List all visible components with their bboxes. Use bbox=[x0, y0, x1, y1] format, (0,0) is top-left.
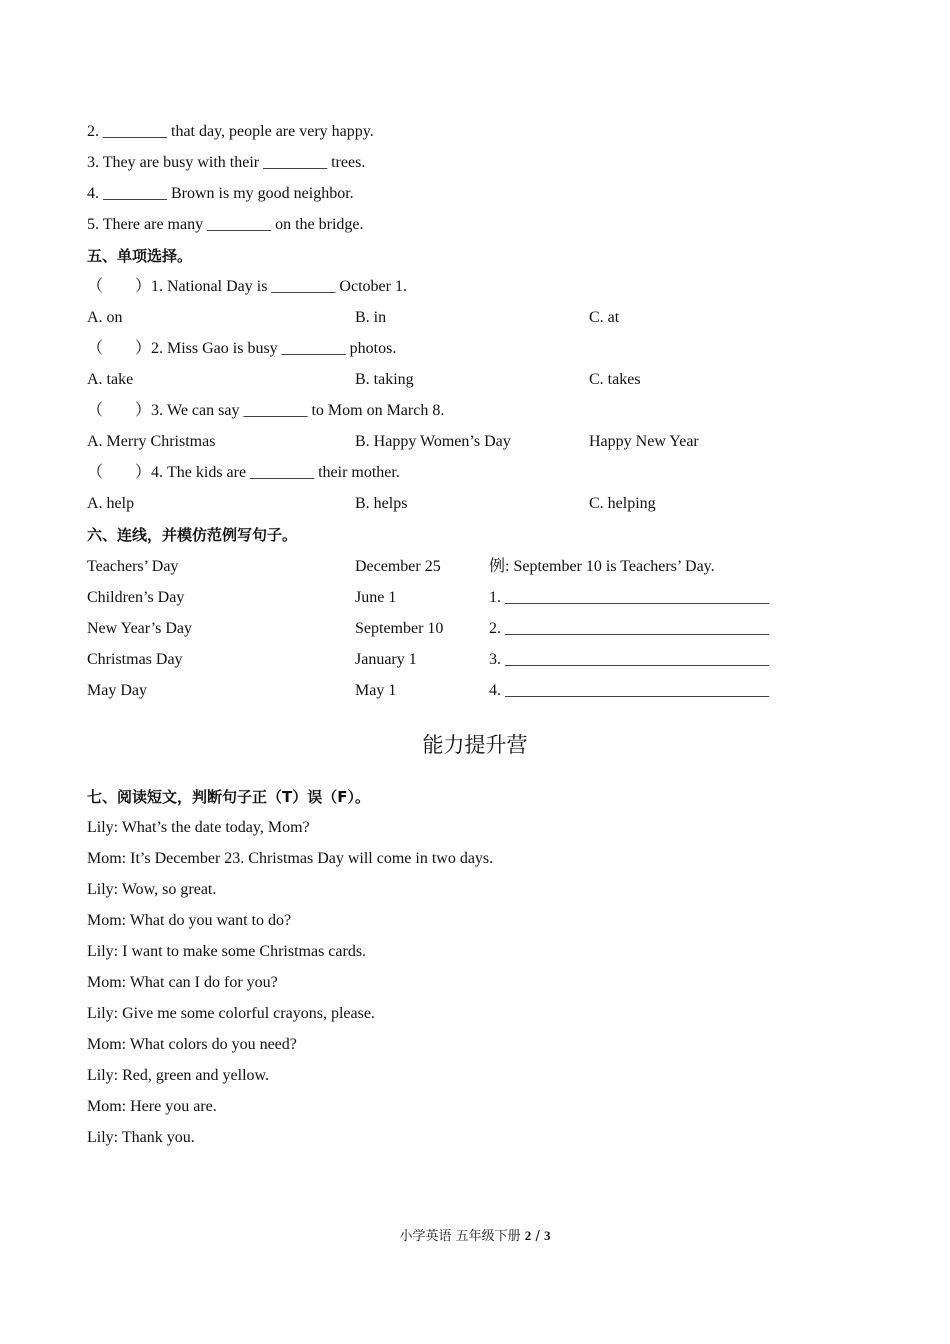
page-number-current: 2 bbox=[524, 1228, 532, 1243]
question-4-option-b: B. helps bbox=[355, 495, 408, 512]
page-footer bbox=[0, 1227, 950, 1246]
question-1-stem: （ ）1. National Day is ________ October 1. bbox=[87, 278, 407, 295]
question-3-option-c: Happy New Year bbox=[589, 433, 699, 450]
dialogue-line: Lily: Wow, so great. bbox=[87, 881, 217, 898]
fill-blank-5: 5. There are many ________ on the bridge. bbox=[87, 216, 364, 233]
question-2-stem: （ ）2. Miss Gao is busy ________ photos. bbox=[87, 340, 397, 357]
question-2-option-b: B. taking bbox=[355, 371, 414, 388]
section-title: 能力提升营 bbox=[422, 733, 528, 757]
question-3-stem: （ ）3. We can say ________ to Mom on March 8. bbox=[87, 402, 445, 419]
question-4-option-a: A. help bbox=[87, 495, 135, 512]
question-1-option-a: A. on bbox=[87, 309, 123, 326]
dialogue-line: Lily: Thank you. bbox=[87, 1129, 195, 1146]
dialogue-line: Mom: What colors do you need? bbox=[87, 1036, 297, 1053]
dialogue-line: Lily: Give me some colorful crayons, please. bbox=[87, 1005, 375, 1022]
question-4-option-c: C. helping bbox=[589, 495, 656, 512]
match-holiday: Christmas Day bbox=[87, 651, 183, 668]
dialogue-line: Lily: I want to make some Christmas cards. bbox=[87, 943, 367, 960]
match-date: September 10 bbox=[355, 620, 444, 637]
match-holiday: May Day bbox=[87, 682, 147, 699]
dialogue-line: Mom: What do you want to do? bbox=[87, 912, 292, 929]
section5-heading: 五、单项选择。 bbox=[87, 247, 193, 265]
question-3-option-b: B. Happy Women’s Day bbox=[355, 433, 511, 450]
question-3-option-a: A. Merry Christmas bbox=[87, 433, 216, 450]
fill-blank-2: 2. ________ that day, people are very happy. bbox=[87, 123, 374, 140]
footer-course-label: 小学英语 五年级下册 bbox=[399, 1229, 521, 1244]
match-example-sentence: 例: September 10 is Teachers’ Day. bbox=[489, 558, 715, 575]
match-sentence-line: 3. _________________________________ bbox=[489, 651, 769, 668]
dialogue-line: Mom: Here you are. bbox=[87, 1098, 217, 1115]
match-holiday: New Year’s Day bbox=[87, 620, 193, 637]
question-4-stem: （ ）4. The kids are ________ their mother. bbox=[87, 464, 400, 481]
dialogue-line: Mom: What can I do for you? bbox=[87, 974, 278, 991]
match-date: June 1 bbox=[355, 589, 397, 606]
fill-blank-4: 4. ________ Brown is my good neighbor. bbox=[87, 185, 354, 202]
match-sentence-line: 2. _________________________________ bbox=[489, 620, 769, 637]
match-date: May 1 bbox=[355, 682, 397, 699]
section6-heading: 六、连线，并模仿范例写句子。 bbox=[87, 526, 298, 544]
question-1-option-b: B. in bbox=[355, 309, 387, 326]
question-1-option-c: C. at bbox=[589, 309, 620, 326]
dialogue-line: Mom: It’s December 23. Christmas Day will come in two days. bbox=[87, 850, 494, 867]
match-holiday: Teachers’ Day bbox=[87, 558, 179, 575]
dialogue-line: Lily: Red, green and yellow. bbox=[87, 1067, 270, 1084]
page-number-total: 3 bbox=[543, 1228, 551, 1243]
match-holiday: Children’s Day bbox=[87, 589, 185, 606]
dialogue-line: Lily: What’s the date today, Mom? bbox=[87, 819, 310, 836]
fill-blank-3: 3. They are busy with their ________ trees. bbox=[87, 154, 366, 171]
match-sentence-line: 1. _________________________________ bbox=[489, 589, 769, 606]
section7-heading: 七、阅读短文，判断句子正（T）误（F）。 bbox=[87, 788, 370, 806]
question-2-option-a: A. take bbox=[87, 371, 134, 388]
page-number-separator: / bbox=[535, 1229, 540, 1244]
match-date: January 1 bbox=[355, 651, 417, 668]
match-date: December 25 bbox=[355, 558, 441, 575]
question-2-option-c: C. takes bbox=[589, 371, 641, 388]
match-sentence-line: 4. _________________________________ bbox=[489, 682, 769, 699]
